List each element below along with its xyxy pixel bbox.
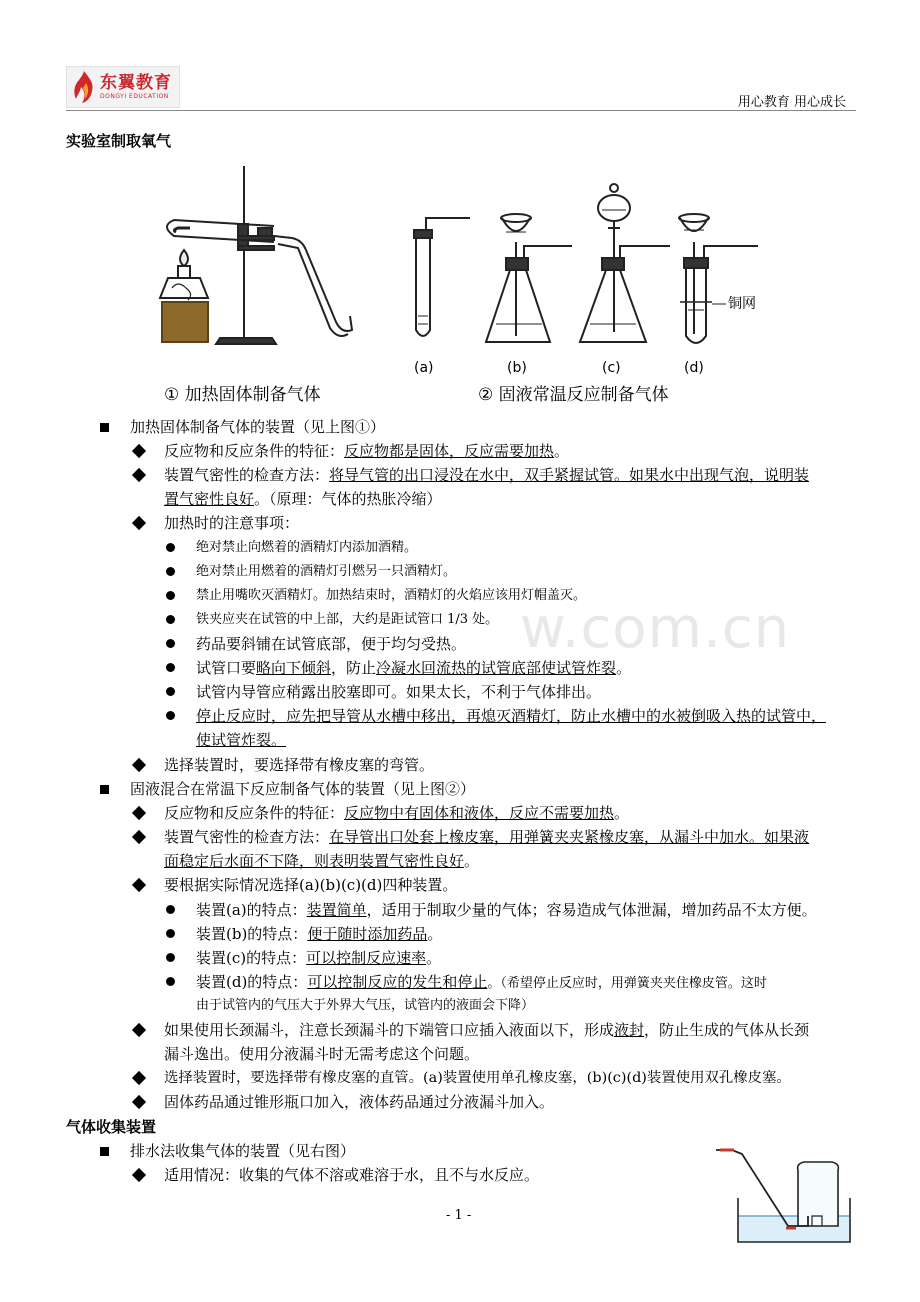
sec2-funnel-line1: 如果使用长颈漏斗，注意长颈漏斗的下端管口应插入液面以下，形成液封，防止生成的气体从长颈 (164, 1021, 810, 1039)
dot-bullet-icon (166, 929, 175, 938)
device-c-feature: 装置(c)的特点：可以控制反应速率。 (196, 949, 442, 967)
sec1-airtight-line2: 置气密性良好。（原理：气体的热胀冷缩） (164, 490, 442, 508)
heat-note-7: 试管内导管应稍露出胶塞即可。如果太长，不利于气体排出。 (196, 683, 602, 701)
sec2-feature: 反应物和反应条件的特征：反应物中有固体和液体，反应不需要加热。 (164, 804, 630, 822)
sec1-heat-notes: 加热时的注意事项： (164, 514, 300, 532)
device-c-icon (580, 184, 670, 342)
heat-note-6: 试管口要略向下倾斜，防止冷凝水回流热的试管底部使试管炸裂。 (196, 659, 632, 677)
dot-bullet-icon (166, 639, 175, 648)
alcohol-lamp-icon (160, 250, 208, 300)
collect-water: 排水法收集气体的装置（见右图） (130, 1142, 356, 1160)
device-d-feature-line2: 由于试管内的气压大于外界大气压，试管内的液面会下降） (196, 998, 535, 1013)
heat-note-1: 绝对禁止向燃着的酒精灯内添加酒精。 (196, 540, 418, 555)
diamond-bullet-icon (132, 444, 146, 458)
device-d-icon (679, 214, 758, 343)
heat-note-4: 铁夹应夹在试管的中上部，大约是距试管口 1/3 处。 (196, 612, 499, 627)
dot-bullet-icon (166, 711, 175, 720)
sec1-airtight-line1: 装置气密性的检查方法：将导气管的出口浸没在水中，双手紧握试管。如果水中出现气泡，说明装 (164, 466, 810, 484)
diamond-bullet-icon (132, 830, 146, 844)
diamond-bullet-icon (132, 1168, 146, 1182)
water-collection-figure (712, 1146, 862, 1246)
label-a: (a) (414, 360, 434, 376)
collect-title: 气体收集装置 (66, 1118, 157, 1136)
sec2-airtight-line1: 装置气密性的检查方法：在导管出口处套上橡皮塞，用弹簧夹夹紧橡皮塞，从漏斗中加水。如果液 (164, 828, 810, 846)
heat-note-3: 禁止用嘴吹灭酒精灯。加热结束时，酒精灯的火焰应该用灯帽盖灭。 (196, 588, 587, 603)
dot-bullet-icon (166, 905, 175, 914)
dot-bullet-icon (166, 543, 175, 552)
delivery-tube-icon (716, 1150, 808, 1226)
sec1-feature: 反应物和反应条件的特征：反应物都是固体，反应需要加热。 (164, 442, 570, 460)
heat-note-8-line1: 停止反应时，应先把导管从水槽中移出，再熄灭酒精灯，防止水槽中的水被倒吸入热的试管中， (196, 707, 827, 725)
label-c: (c) (602, 360, 621, 376)
diamond-bullet-icon (132, 806, 146, 820)
logo (66, 66, 180, 108)
caption-heating-solid: ① 加热固体制备气体 (164, 385, 321, 405)
page-title: 实验室制取氧气 (66, 132, 172, 150)
diamond-bullet-icon (132, 1023, 146, 1037)
caption-solid-liquid: ② 固液常温反应制备气体 (478, 385, 669, 405)
flame-logo-icon (70, 69, 98, 105)
dot-bullet-icon (166, 663, 175, 672)
page-number: - 1 - (446, 1208, 472, 1223)
diamond-bullet-icon (132, 468, 146, 482)
sec2-title: 固液混合在常温下反应制备气体的装置（见上图②） (130, 780, 476, 798)
copper-mesh-label: 铜网 (728, 296, 756, 312)
sec2-choose: 要根据实际情况选择(a)(b)(c)(d)四种装置。 (164, 876, 458, 894)
header-divider (66, 110, 856, 111)
device-b-icon (486, 214, 572, 342)
iron-stand-icon (216, 166, 276, 344)
apparatus-figure (150, 158, 770, 408)
device-d-feature-line1: 装置(d)的特点：可以控制反应的发生和停止。（希望停止反应时，用弹簧夹夹住橡皮管。这时 (196, 973, 767, 991)
sec2-select: 选择装置时，要选择带有橡皮塞的直管。(a)装置使用单孔橡皮塞，(b)(c)(d)装置使用双孔橡皮塞。 (164, 1070, 791, 1086)
header-slogan: 用心教育 用心成长 (737, 95, 846, 110)
diamond-bullet-icon (132, 516, 146, 530)
logo-text: 东翼教育 (100, 72, 172, 93)
logo-subtext: DONGYI EDUCATION (100, 92, 169, 100)
square-bullet-icon (100, 423, 109, 432)
diamond-bullet-icon (132, 758, 146, 772)
dot-bullet-icon (166, 953, 175, 962)
sec2-add: 固体药品通过锥形瓶口加入，液体药品通过分液漏斗加入。 (164, 1093, 555, 1111)
square-bullet-icon (100, 785, 109, 794)
heat-note-2: 绝对禁止用燃着的酒精灯引燃另一只酒精灯。 (196, 564, 457, 579)
device-a-icon (414, 218, 470, 336)
dot-bullet-icon (166, 615, 175, 624)
sec1-select: 选择装置时，要选择带有橡皮塞的弯管。 (164, 756, 435, 774)
device-b-feature: 装置(b)的特点：便于随时添加药品。 (196, 925, 443, 943)
sec2-funnel-line2: 漏斗逸出。使用分液漏斗时无需考虑这个问题。 (164, 1045, 480, 1063)
diamond-bullet-icon (132, 1071, 146, 1085)
label-b: (b) (507, 360, 527, 376)
dot-bullet-icon (166, 591, 175, 600)
diamond-bullet-icon (132, 1095, 146, 1109)
sec2-airtight-line2: 面稳定后水面不下降，则表明装置气密性良好。 (164, 852, 480, 870)
label-d: (d) (684, 360, 704, 376)
heat-note-5: 药品要斜铺在试管底部，便于均匀受热。 (196, 635, 467, 653)
square-bullet-icon (100, 1147, 109, 1156)
dot-bullet-icon (166, 567, 175, 576)
heat-note-8-line2: 使试管炸裂。 (196, 731, 287, 749)
dot-bullet-icon (166, 977, 175, 986)
watermark: w.com.cn (520, 596, 791, 661)
diamond-bullet-icon (132, 878, 146, 892)
wooden-block-icon (162, 302, 208, 342)
device-a-feature: 装置(a)的特点：装置简单，适用于制取少量的气体；容易造成气体泄漏，增加药品不太方便。 (196, 901, 817, 919)
dot-bullet-icon (166, 687, 175, 696)
sec1-title: 加热固体制备气体的装置（见上图①） (130, 418, 386, 436)
collect-suit: 适用情况：收集的气体不溶或难溶于水，且不与水反应。 (164, 1166, 540, 1184)
